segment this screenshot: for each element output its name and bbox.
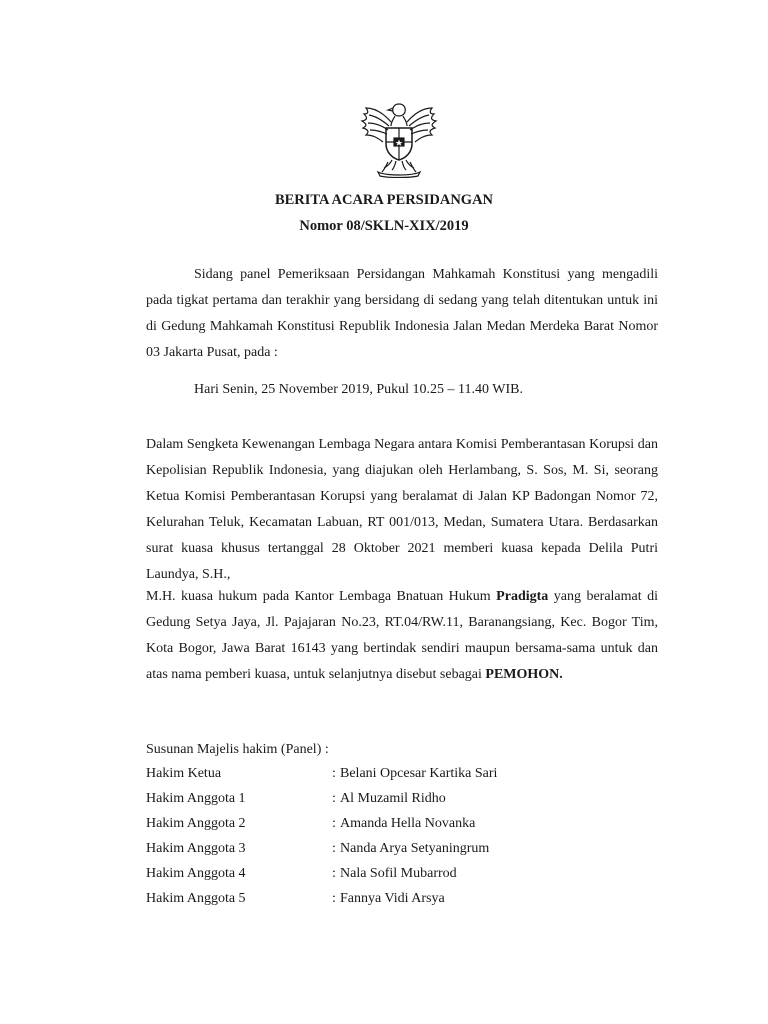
panel-member-role: Hakim Anggota 2: [146, 816, 246, 831]
panel-member-colon: :: [332, 766, 336, 781]
panel-member-name: Fannya Vidi Arsya: [340, 891, 445, 906]
panel-member-name: Nanda Arya Setyaningrum: [340, 841, 490, 856]
panel-member-colon: :: [332, 841, 336, 856]
panel-member-role: Hakim Anggota 5: [146, 891, 246, 906]
document-number: Nomor 08/SKLN-XIX/2019: [299, 218, 469, 234]
panel-member-name: Amanda Hella Novanka: [340, 816, 476, 831]
counsel-text-middle: yang beralamat di Gedung Setya Jaya, Jl. Pajajaran No.23, RT.04/RW.11, Baranangsiang, Kec. Bogor Tim, Kota Bogor, Jawa Barat 16143 yang bertindak sendiri maupun bersama-sama untuk dan atas nama pemberi kuasa, untuk selanjutnya disebut sebagai: [146, 589, 658, 682]
law-firm-name: Pradigta: [496, 589, 549, 604]
panel-member-name: Nala Sofil Mubarrod: [340, 866, 457, 881]
panel-member-row: [146, 811, 626, 836]
panel-member-name: Belani Opcesar Kartika Sari: [340, 766, 498, 781]
panel-heading: Susunan Majelis hakim (Panel) :: [146, 742, 329, 757]
panel-member-colon: :: [332, 891, 336, 906]
panel-member-role: Hakim Anggota 3: [146, 841, 246, 856]
panel-member-name: Al Muzamil Ridho: [340, 791, 446, 806]
counsel-text-start: M.H. kuasa hukum pada Kantor Lembaga Bnatuan Hukum: [146, 589, 497, 604]
document-title: BERITA ACARA PERSIDANGAN: [274, 192, 494, 208]
intro-paragraph: Sidang panel Pemeriksaan Persidangan Mahkamah Konstitusi yang mengadili pada tigkat pertama dan terakhir yang bersidang di sedang yang telah ditentukan untuk ini di Gedung Mahkamah Konstitusi Republik Indonesia Jalan Medan Merdeka Barat Nomor 03 Jakarta Pusat, pada :: [146, 267, 658, 360]
panel-member-row: [146, 836, 626, 861]
panel-member-row: [146, 786, 626, 811]
session-time: Hari Senin, 25 November 2019, Pukul 10.25 – 11.40 WIB.: [194, 382, 523, 397]
panel-member-role: Hakim Anggota 1: [146, 791, 246, 806]
panel-member-colon: :: [332, 791, 336, 806]
panel-member-colon: :: [332, 816, 336, 831]
panel-member-row: [146, 861, 626, 886]
panel-member-row: [146, 886, 626, 911]
panel-member-role: Hakim Ketua: [146, 766, 222, 781]
panel-member-colon: :: [332, 866, 336, 881]
panel-member-row: [146, 761, 626, 786]
panel-member-role: Hakim Anggota 4: [146, 866, 246, 881]
garuda-emblem-icon: [358, 100, 440, 178]
petitioner-label: PEMOHON.: [485, 667, 563, 682]
counsel-paragraph: [146, 584, 658, 688]
panel-members-list: [146, 761, 626, 911]
document-title-block: [0, 190, 768, 236]
dispute-paragraph: Dalam Sengketa Kewenangan Lembaga Negara antara Komisi Pemberantasan Korupsi dan Kepolisian Republik Indonesia, yang diajukan oleh Herlambang, S. Sos, M. Si, seorang Ketua Komisi Pemberantasan Korupsi yang beralamat di Jalan KP Badongan Nomor 72, Kelurahan Teluk, Kecamatan Labuan, RT 001/013, Medan, Sumatera Utara. Berdasarkan surat kuasa khusus tertanggal 28 Oktober 2021 memberi kuasa kepada Delila Putri Laundya, S.H.,: [146, 437, 658, 582]
